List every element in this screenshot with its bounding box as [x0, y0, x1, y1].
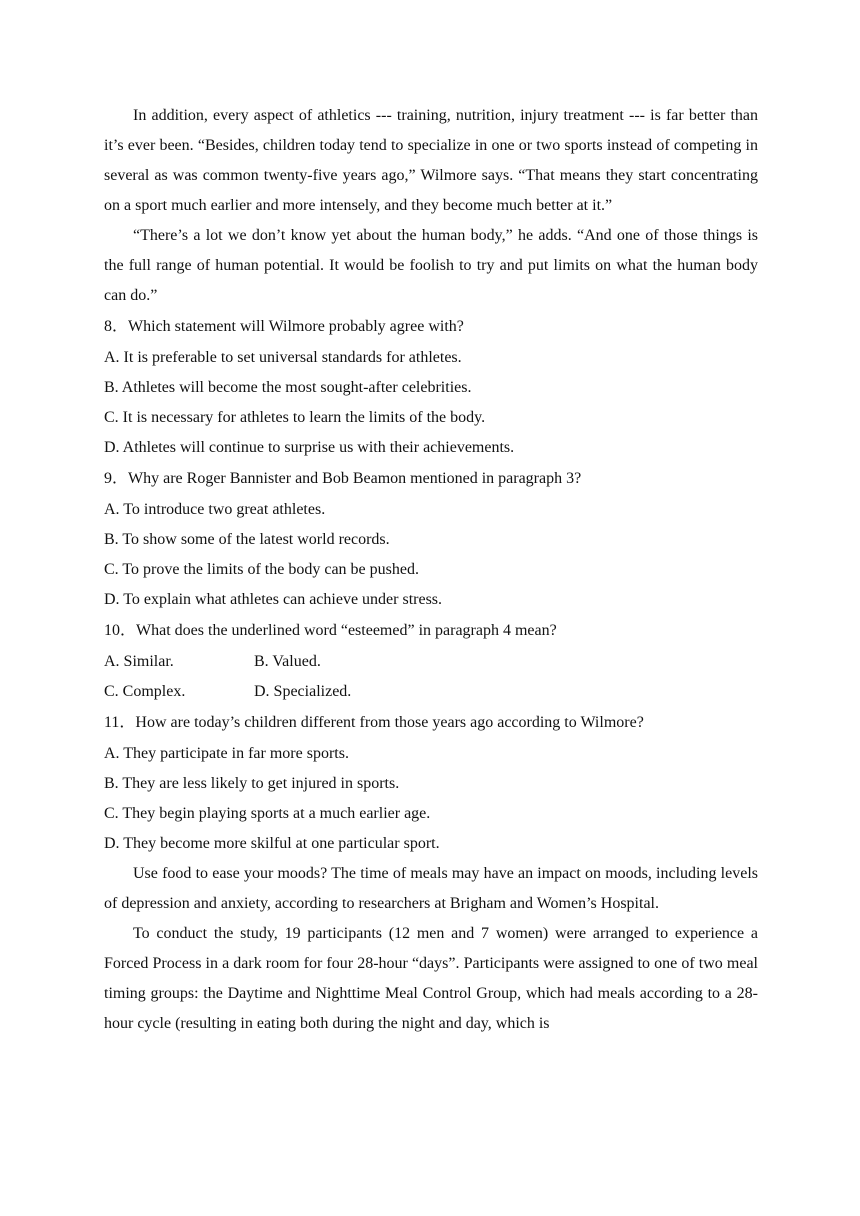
question-stem — [104, 311, 758, 343]
passage-2-paragraph-1: Use food to ease your moods? The time of meals may have an impact on moods, including levels of depression and anxiety, according to researchers at Brigham and Women’s Hospital. — [104, 865, 758, 912]
option-row-1 — [104, 647, 758, 677]
question-number: 10． — [104, 622, 137, 639]
question-text: How are today’s children different from those years ago according to Wilmore? — [135, 714, 644, 731]
passage-2-paragraph-2: To conduct the study, 19 participants (12 men and 7 women) were arranged to experience a Forced Process in a dark room for four 28-hour “days”. Participants were assigned to one of two meal timing groups: the Daytime and Nighttime Meal Control Group, which had meals according to a 28-hour cycle (resulting in eating both during the night and day, which is — [104, 925, 758, 1032]
option-b: B. Valued. — [254, 653, 321, 670]
question-11 — [104, 707, 758, 859]
option-d: D. Specialized. — [254, 683, 352, 700]
document-page — [104, 101, 758, 1039]
question-stem — [104, 463, 758, 495]
passage-1-paragraph-2: “There’s a lot we don’t know yet about the human body,” he adds. “And one of those things is the full range of human potential. It would be foolish to try and put limits on what the human body can do.” — [104, 227, 758, 304]
option-c: C. It is necessary for athletes to learn the limits of the body. — [104, 409, 486, 426]
option-d: D. To explain what athletes can achieve under stress. — [104, 591, 443, 608]
question-text: Which statement will Wilmore probably agree with? — [128, 318, 464, 335]
option-row-2 — [104, 677, 758, 707]
option-d: D. They become more skilful at one particular sport. — [104, 835, 440, 852]
question-10 — [104, 615, 758, 707]
option-b: B. To show some of the latest world records. — [104, 531, 390, 548]
question-stem — [104, 707, 758, 739]
question-text: What does the underlined word “esteemed” in paragraph 4 mean? — [136, 622, 557, 639]
question-number: 8． — [104, 318, 129, 335]
question-stem — [104, 615, 758, 647]
option-a: A. It is preferable to set universal standards for athletes. — [104, 349, 462, 366]
option-d: D. Athletes will continue to surprise us with their achievements. — [104, 439, 515, 456]
option-b: B. Athletes will become the most sought-after celebrities. — [104, 379, 472, 396]
option-b: B. They are less likely to get injured in sports. — [104, 775, 400, 792]
option-a: A. Similar. — [104, 653, 174, 670]
option-a: A. They participate in far more sports. — [104, 745, 349, 762]
option-c: C. Complex. — [104, 683, 186, 700]
passage-1-paragraph-1: In addition, every aspect of athletics --- training, nutrition, injury treatment --- is far better than it’s ever been. “Besides, children today tend to specialize in one or two sports instead of competing in several as was common twenty-five years ago,” Wilmore says. “That means they start concentrating on a sport much earlier and more intensely, and they become much better at it.” — [104, 107, 758, 214]
question-9 — [104, 463, 758, 615]
question-8 — [104, 311, 758, 463]
question-number: 9． — [104, 470, 129, 487]
question-number: 11． — [104, 714, 136, 731]
option-c: C. To prove the limits of the body can be pushed. — [104, 561, 419, 578]
option-c: C. They begin playing sports at a much earlier age. — [104, 805, 431, 822]
option-a: A. To introduce two great athletes. — [104, 501, 326, 518]
question-text: Why are Roger Bannister and Bob Beamon mentioned in paragraph 3? — [128, 470, 582, 487]
